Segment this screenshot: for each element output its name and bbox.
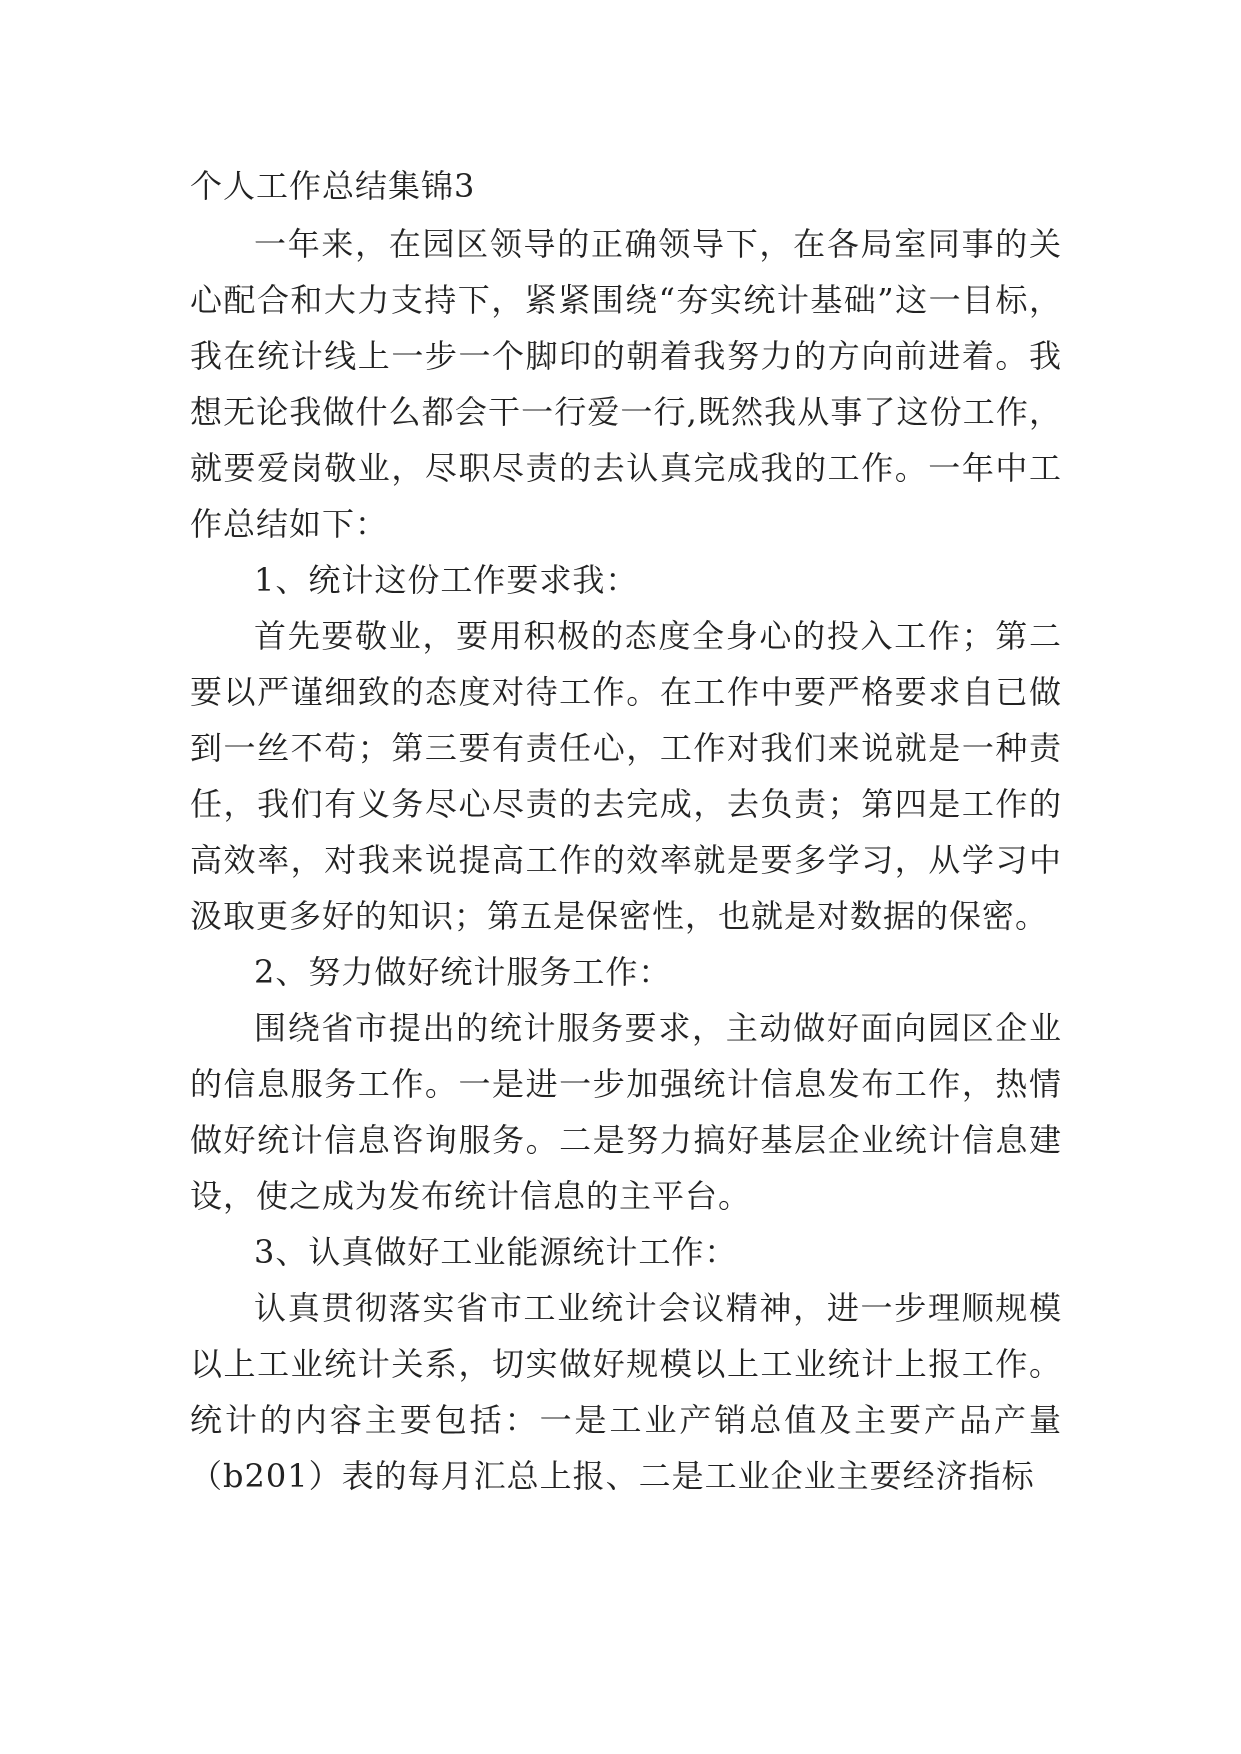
section-heading-1: 1、统计这份工作要求我： — [254, 561, 639, 599]
section-heading-2: 2、努力做好统计服务工作： — [254, 953, 672, 991]
section-heading-3: 3、认真做好工业能源统计工作： — [254, 1233, 738, 1271]
paragraph-section-1: 首先要敬业，要用积极的态度全身心的投入工作；第二要以严谨细致的态度对待工作。在工作中要严格要求自已做到一丝不苟；第三要有责任心，工作对我们来说就是一种责任，我们有义务尽心尽责的去完成，去负责；第四是工作的高效率，对我来说提高工作的效率就是要多学习，从学习中汲取更多好的知识；第五是保密性，也就是对数据的保密。 — [190, 617, 1062, 935]
document-body — [190, 158, 1062, 1504]
document-title: 个人工作总结集锦3 — [190, 167, 476, 205]
paragraph-section-3: 认真贯彻落实省市工业统计会议精神，进一步理顺规模以上工业统计关系，切实做好规模以上工业统计上报工作。统计的内容主要包括：一是工业产销总值及主要产品产量（b201）表的每月汇总上报、二是工业企业主要经济指标 — [190, 1289, 1062, 1495]
paragraph-intro: 一年来，在园区领导的正确领导下，在各局室同事的关心配合和大力支持下，紧紧围绕“夯实统计基础”这一目标，我在统计线上一步一个脚印的朝着我努力的方向前进着。我想无论我做什么都会干一行爱一行,既然我从事了这份工作，就要爱岗敬业，尽职尽责的去认真完成我的工作。一年中工作总结如下： — [190, 225, 1062, 543]
paragraph-section-2: 围绕省市提出的统计服务要求，主动做好面向园区企业的信息服务工作。一是进一步加强统计信息发布工作，热情做好统计信息咨询服务。二是努力搞好基层企业统计信息建设，使之成为发布统计信息的主平台。 — [190, 1009, 1062, 1215]
